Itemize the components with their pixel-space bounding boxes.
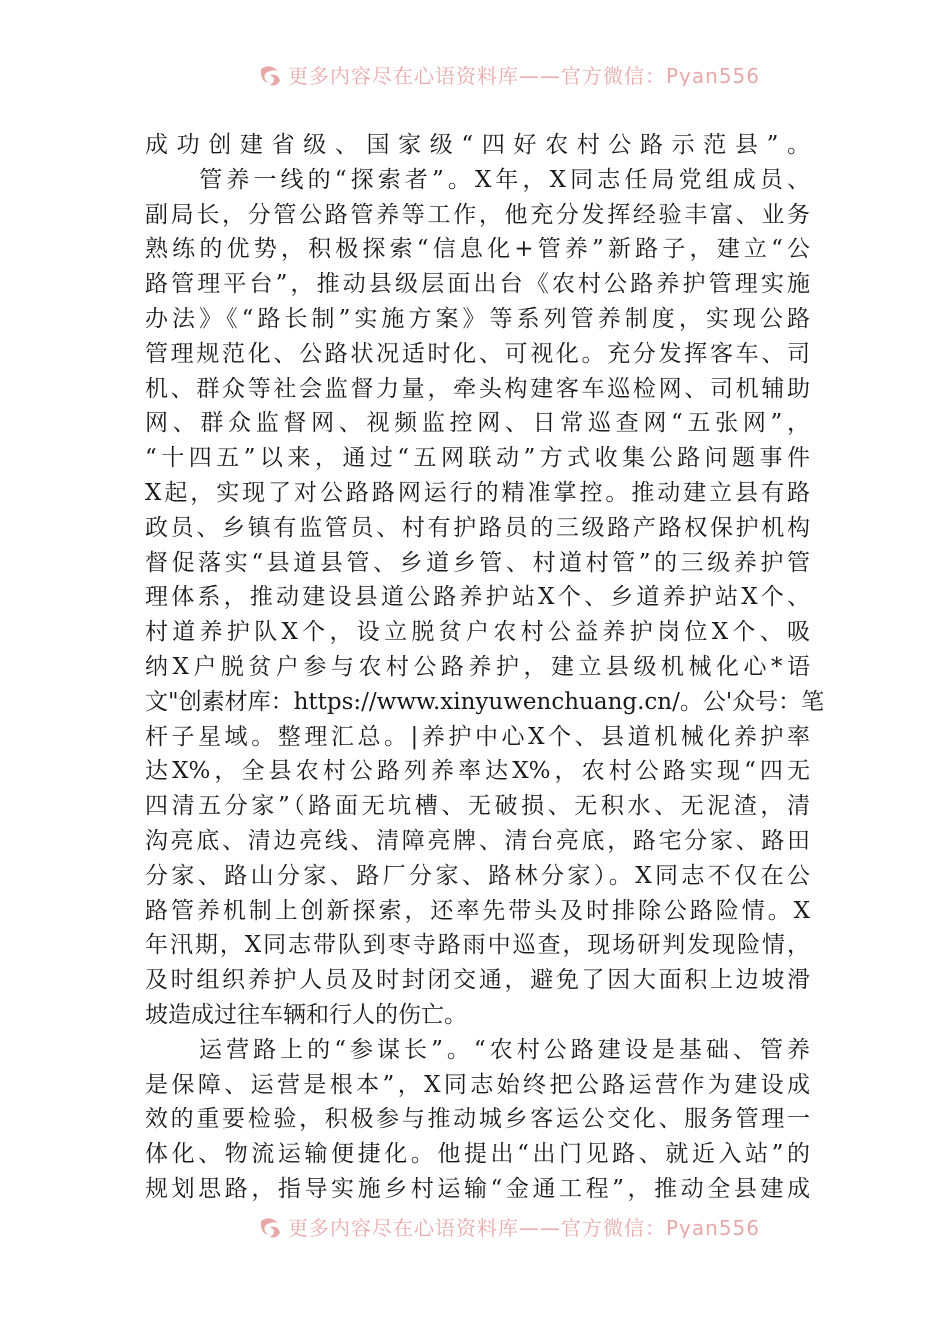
- text-line: 杆子星域。整理汇总。|养护中心X个、县道机械化养护率: [145, 723, 810, 750]
- brand-logo-icon: [258, 65, 282, 86]
- document-body: [145, 128, 825, 1207]
- text-line: 效的重要检验，积极参与推动城乡客运公交化、服务管理一: [145, 1106, 810, 1133]
- text-line: “十四五”以来，通过“五网联动”方式收集公路问题事件: [145, 445, 810, 472]
- text-line: X起，实现了对公路路网运行的精准掌控。推动建立县有路: [145, 479, 810, 506]
- text-line: 管理规范化、公路状况适时化、可视化。充分发挥客车、司: [145, 340, 810, 367]
- text-line: 管养一线的“探索者”。X年，X同志任局党组成员、: [145, 166, 810, 193]
- text-line: 路管理平台”，推动县级层面出台《农村公路养护管理实施: [145, 271, 810, 298]
- text-line: 路管养机制上创新探索，还率先带头及时排除公路险情。X: [145, 897, 810, 924]
- text-line: 机、群众等社会监督力量，牵头构建客车巡检网、司机辅助: [145, 375, 810, 402]
- text-line: 副局长，分管公路管养等工作，他充分发挥经验丰富、业务: [145, 201, 810, 228]
- text-line: 文"创素材库：https://www.xinyuwenchuang.cn/。公'众号：笔: [145, 688, 825, 715]
- text-line: 分家、路山分家、路厂分家、路林分家）。X同志不仅在公: [145, 862, 810, 889]
- text-line: 达X%，全县农村公路列养率达X%，农村公路实现“四无: [145, 758, 810, 785]
- text-line: 坡造成过往车辆和行人的伤亡。: [145, 1001, 467, 1028]
- text-line: 规划思路，指导实施乡村运输“金通工程”，推动全县建成: [145, 1175, 810, 1202]
- text-line: 办法》《“路长制”实施方案》等系列管养制度，实现公路: [145, 305, 810, 332]
- text-line: 理体系，推动建设县道公路养护站X个、乡道养护站X个、: [145, 584, 810, 611]
- text-line: 体化、物流运输便捷化。他提出“出门见路、就近入站”的: [145, 1141, 810, 1168]
- text-line: 运营路上的“参谋长”。“农村公路建设是基础、管养: [145, 1036, 810, 1063]
- footer-watermark: [0, 1208, 950, 1238]
- header-watermark: [0, 56, 950, 86]
- text-line: 沟亮底、清边亮线、清障亮牌、清台亮底，路宅分家、路田: [145, 827, 810, 854]
- brand-logo-icon: [258, 1217, 282, 1238]
- watermark-text: 更多内容尽在心语资料库——官方微信：Pyan556: [288, 1216, 761, 1238]
- watermark-text: 更多内容尽在心语资料库——官方微信：Pyan556: [288, 64, 761, 86]
- text-line: 督促落实“县道县管、乡道乡管、村道村管”的三级养护管: [145, 549, 810, 576]
- text-line: 政员、乡镇有监管员、村有护路员的三级路产路权保护机构: [145, 514, 810, 541]
- text-line: 网、群众监督网、视频监控网、日常巡查网“五张网”，: [145, 410, 810, 437]
- text-line: 及时组织养护人员及时封闭交通，避免了因大面积上边坡滑: [145, 967, 810, 994]
- text-line: 村道养护队X个，设立脱贫户农村公益养护岗位X个、吸: [145, 619, 810, 646]
- text-line: 年汛期，X同志带队到枣寺路雨中巡查，现场研判发现险情，: [145, 932, 810, 959]
- text-line: 是保障、运营是根本”，X同志始终把公路运营作为建设成: [145, 1071, 810, 1098]
- text-line: 成功创建省级、国家级“四好农村公路示范县”。: [145, 132, 810, 158]
- text-line: 纳X户脱贫户参与农村公路养护，建立县级机械化心*语: [145, 653, 810, 680]
- text-line: 熟练的优势，积极探索“信息化+管养”新路子，建立“公: [145, 236, 810, 263]
- text-line: 四清五分家”（路面无坑槽、无破损、无积水、无泥渣，清: [145, 793, 810, 820]
